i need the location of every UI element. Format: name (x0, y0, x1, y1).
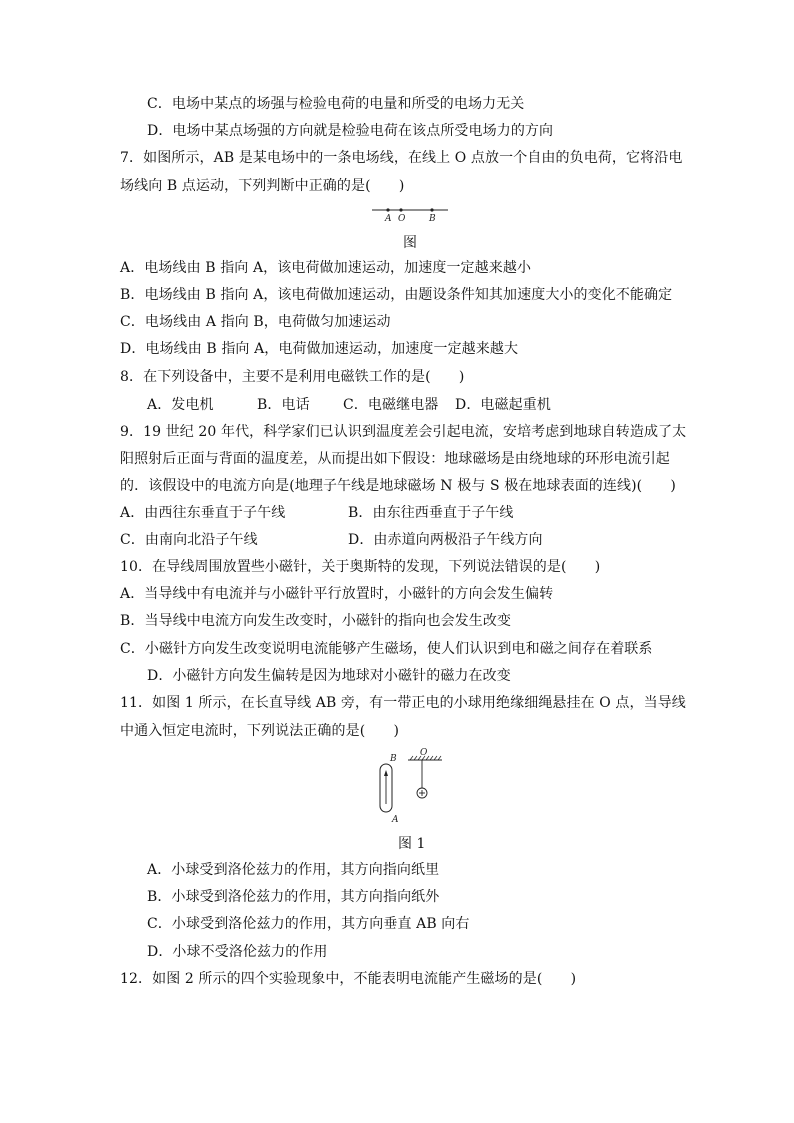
q9-option-d: D．由赤道向两极沿子午线方向 (348, 532, 543, 548)
wire-label-a: A (392, 815, 399, 825)
q7-stem-line1: 7．如图所示，AB 是某电场中的一条电场线，在线上 O 点放一个自由的负电荷，它将沿电 (120, 150, 683, 166)
q7-option-a: A．电场线由 B 指向 A，该电荷做加速运动，加速度一定越来越小 (120, 260, 532, 276)
q11-option-a: A．小球受到洛伦兹力的作用，其方向指向纸里 (147, 862, 440, 878)
q9-stem-line2: 阳照射后正面与背面的温度差，从而提出如下假设：地球磁场是由绕地球的环形电流引起 (120, 451, 670, 467)
q9-option-b: B．由东往西垂直于子午线 (348, 505, 514, 521)
q8-option-d: D．电磁起重机 (455, 397, 551, 413)
q11-option-b: B．小球受到洛伦兹力的作用，其方向指向纸外 (147, 889, 440, 905)
q11-stem-line1: 11．如图 1 所示，在长直导线 AB 旁，有一带正电的小球用绝缘细绳悬挂在 O 点，当导线 (120, 695, 686, 711)
pivot-label-o: O (420, 748, 428, 758)
point-b-label: B (429, 214, 436, 224)
q6-option-d: D．电场中某点场强的方向就是检验电荷在该点所受电场力的方向 (147, 123, 554, 139)
wire-label-b: B (390, 754, 397, 764)
point-o-dot (399, 208, 402, 211)
q9-stem-line3: 的．该假设中的电流方向是(地理子午线是地球磁场 N 极与 S 极在地球表面的连线)( ) (120, 478, 676, 494)
q8-option-c: C．电磁继电器 (343, 397, 439, 413)
point-a-dot (386, 208, 389, 211)
point-b-dot (430, 208, 433, 211)
q7-figure-caption: 图 (403, 235, 417, 251)
q11-stem-line2: 中通入恒定电流时，下列说法正确的是( ) (120, 723, 400, 739)
q6-option-c: C．电场中某点的场强与检验电荷的电量和所受的电场力无关 (147, 96, 525, 112)
q8-options (147, 395, 551, 415)
q11-option-d: D．小球不受洛伦兹力的作用 (147, 944, 328, 960)
q10-option-a: A．当导线中有电流并与小磁针平行放置时，小磁针的方向会发生偏转 (120, 586, 554, 602)
q7-figure-field-line (368, 200, 454, 226)
q8-option-a: A．发电机 (147, 397, 214, 413)
q10-stem: 10．在导线周围放置些小磁针，关于奥斯特的发现，下列说法错误的是( ) (120, 559, 601, 575)
q7-stem-line2: 场线向 B 点运动，下列判断中正确的是( ) (120, 178, 405, 194)
q7-option-c: C．电场线由 A 指向 B，电荷做匀加速运动 (120, 314, 391, 330)
q11-figure-wire-and-ball (372, 748, 448, 826)
current-arrow-head (384, 770, 388, 776)
q11-option-c: C．小球受到洛伦兹力的作用，其方向垂直 AB 向右 (147, 916, 470, 932)
q8-stem: 8．在下列设备中，主要不是利用电磁铁工作的是( ) (120, 369, 465, 385)
q7-option-d: D．电场线由 B 指向 A，电荷做加速运动，加速度一定越来越大 (120, 341, 519, 357)
q8-option-b: B．电话 (257, 397, 310, 413)
point-o-label: O (398, 214, 406, 224)
q9-stem-line1: 9．19 世纪 20 年代，科学家们已认识到温度差会引起电流，安培考虑到地球自转造成了太 (120, 424, 687, 440)
q10-option-b: B．当导线中电流方向发生改变时，小磁针的指向也会发生改变 (120, 613, 512, 629)
q11-figure-caption: 图 1 (398, 836, 426, 852)
q7-option-b: B．电场线由 B 指向 A，该电荷做加速运动，由题设条件知其加速度大小的变化不能确定 (120, 287, 673, 303)
q10-option-d: D．小磁针方向发生偏转是因为地球对小磁针的磁力在改变 (147, 668, 511, 684)
q10-option-c: C．小磁针方向发生改变说明电流能够产生磁场，使人们认识到电和磁之间存在着联系 (120, 641, 653, 657)
q12-stem: 12．如图 2 所示的四个实验现象中，不能表明电流能产生磁场的是( ) (120, 971, 577, 987)
q9-option-a: A．由西往东垂直于子午线 (120, 505, 286, 521)
q9-option-c: C．由南向北沿子午线 (120, 532, 258, 548)
point-a-label: A (385, 214, 392, 224)
